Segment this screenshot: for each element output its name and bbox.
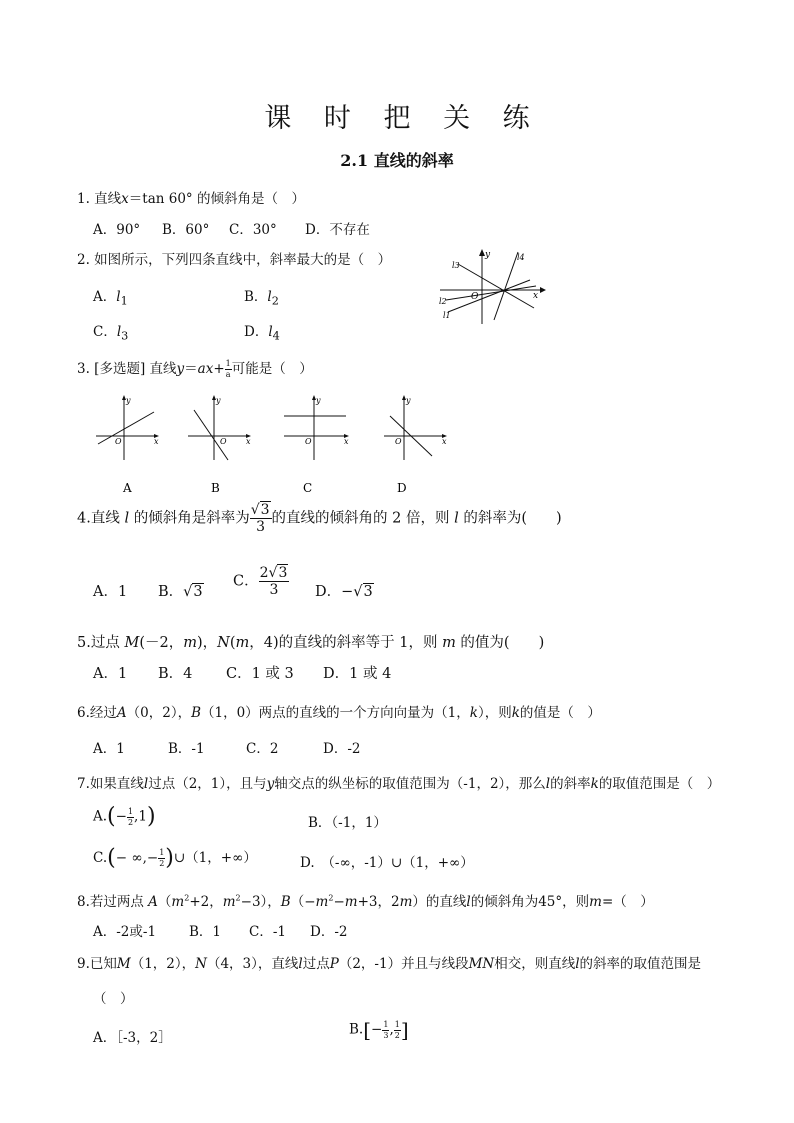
question-2-option-c[interactable]: C．$l_3$ <box>93 324 129 343</box>
svg-text:O: O <box>305 437 312 446</box>
svg-text:y: y <box>216 396 221 405</box>
svg-text:y: y <box>406 396 411 405</box>
question-6-option-a[interactable]: A．1 <box>93 741 125 757</box>
fraction-root3-over-3: $\frac{√3}{3}$ <box>250 502 270 535</box>
question-4-option-d[interactable]: D．−√3 <box>315 584 373 600</box>
svg-text:x: x <box>154 437 159 446</box>
graph-a-label: A <box>123 481 132 495</box>
question-5-option-a[interactable]: A．1 <box>93 666 128 682</box>
l3-label: l3 <box>452 261 460 270</box>
question-6-stem: 6.经过A（0，2），B（1，0）两点的直线的一个方向向量为（1，k），则k的值是（ ） <box>77 705 601 721</box>
l1-label: l1 <box>443 311 451 320</box>
question-3-stem: 3. [多选题] 直线y＝ax+ $\frac{1}{a}$ 可能是（ ） <box>77 359 313 379</box>
question-4-option-c[interactable]: C． $\frac{2√3}{3}$ <box>233 565 288 598</box>
line-l2 <box>446 286 539 301</box>
question-1-option-c[interactable]: C．30° <box>229 222 277 238</box>
graph-b-label: B <box>211 481 220 495</box>
question-5-stem: 5.过点 M(－2，m)，N(m，4)的直线的斜率等于 1，则 m 的值为( ) <box>77 635 545 651</box>
question-6-option-d[interactable]: D．-2 <box>323 741 361 757</box>
question-9-option-b[interactable]: B.[− $\frac{1}{3}$ , $\frac{1}{2}$ ] <box>349 1018 409 1042</box>
section-subtitle: 2.1 直线的斜率 <box>340 151 454 170</box>
question-6-option-b[interactable]: B．-1 <box>168 741 205 757</box>
svg-text:x: x <box>246 437 251 446</box>
fraction-1-over-a: $\frac{1}{a}$ <box>225 359 231 379</box>
question-4-option-a[interactable]: A．1 <box>93 584 128 600</box>
line-l1 <box>448 280 530 312</box>
graph-a <box>96 395 159 495</box>
question-3-figures <box>90 392 460 502</box>
question-9-option-a[interactable]: A．［-3，2］ <box>93 1030 172 1046</box>
question-7-option-b[interactable]: B．（-1，1） <box>308 815 387 831</box>
graph-d-label: D <box>397 481 407 495</box>
svg-text:x: x <box>442 437 447 446</box>
question-5-option-b[interactable]: B．4 <box>158 666 193 682</box>
svg-text:O: O <box>395 437 402 446</box>
question-1-stem: 1. 直线x＝tan 60° 的倾斜角是（ ） <box>77 191 305 207</box>
question-1-option-a[interactable]: A．90° <box>93 222 141 238</box>
question-2-figure <box>436 246 548 326</box>
question-8-option-c[interactable]: C．-1 <box>249 924 286 940</box>
origin-label: O <box>471 292 479 302</box>
page-title: 课 时 把 关 练 <box>264 103 542 134</box>
question-1-option-d[interactable]: D．不存在 <box>305 222 370 238</box>
question-4-stem: 4.直线 l 的倾斜角是斜率为 $\frac{√3}{3}$ 的直线的倾斜角的 2 倍，则 l 的斜率为( ) <box>77 502 562 535</box>
svg-text:y: y <box>126 396 131 405</box>
question-6-option-c[interactable]: C．2 <box>246 741 279 757</box>
question-7-option-c[interactable]: C.(− ∞,− $\frac{1}{2}$ )∪（1，+∞） <box>93 845 257 871</box>
question-2-option-a[interactable]: A．$l_1$ <box>93 289 128 308</box>
question-5-option-c[interactable]: C．1 或 3 <box>226 666 294 682</box>
question-7-option-d[interactable]: D. （-∞，-1）∪（1，+∞） <box>300 855 474 871</box>
question-9-stem: 9.已知M（1，2），N（4，3），直线l过点P（2，-1）并且与线段MN相交，则直线l的斜率的取值范围是 <box>77 956 702 972</box>
question-4-option-b[interactable]: B．√3 <box>158 584 203 600</box>
graph-c-label: C <box>303 481 313 495</box>
graph-c <box>284 395 349 495</box>
question-7-stem: 7.如果直线l过点（2，1），且与y轴交点的纵坐标的取值范围为（-1，2），那么l的斜率k的取值范围是（ ） <box>77 776 721 792</box>
question-8-option-d[interactable]: D．-2 <box>310 924 348 940</box>
y-axis-label: y <box>485 250 491 260</box>
x-axis-arrow-icon <box>540 287 546 293</box>
question-2-option-d[interactable]: D．$l_4$ <box>244 324 280 343</box>
question-2-stem: 2. 如图所示，下列四条直线中，斜率最大的是（ ） <box>77 252 392 268</box>
question-8-stem: 8.若过两点 $A(m^2+2$，$m^2-3$），$B(-m^2-m+3$，2m）的直线l的倾斜角为45°，则m=（ ） <box>77 893 654 910</box>
question-7-option-a[interactable]: A.(− $\frac{1}{2}$ ,1) <box>93 804 156 829</box>
l2-label: l2 <box>439 297 447 306</box>
svg-text:O: O <box>115 437 122 446</box>
question-5-option-d[interactable]: D．1 或 4 <box>323 666 392 682</box>
question-2-option-b[interactable]: B．$l_2$ <box>244 289 279 308</box>
svg-text:O: O <box>220 437 227 446</box>
question-8-option-b[interactable]: B．1 <box>189 924 222 940</box>
l4-label: l4 <box>517 253 525 262</box>
graph-d <box>384 395 447 495</box>
svg-text:y: y <box>316 396 321 405</box>
question-8-option-a[interactable]: A．-2或-1 <box>93 924 157 940</box>
x-axis-label: x <box>533 291 539 301</box>
question-9-answer-paren: （ ） <box>93 991 134 1007</box>
line-l3 <box>458 264 534 308</box>
svg-text:x: x <box>344 437 349 446</box>
question-1-option-b[interactable]: B．60° <box>162 222 210 238</box>
graph-b <box>188 395 251 495</box>
